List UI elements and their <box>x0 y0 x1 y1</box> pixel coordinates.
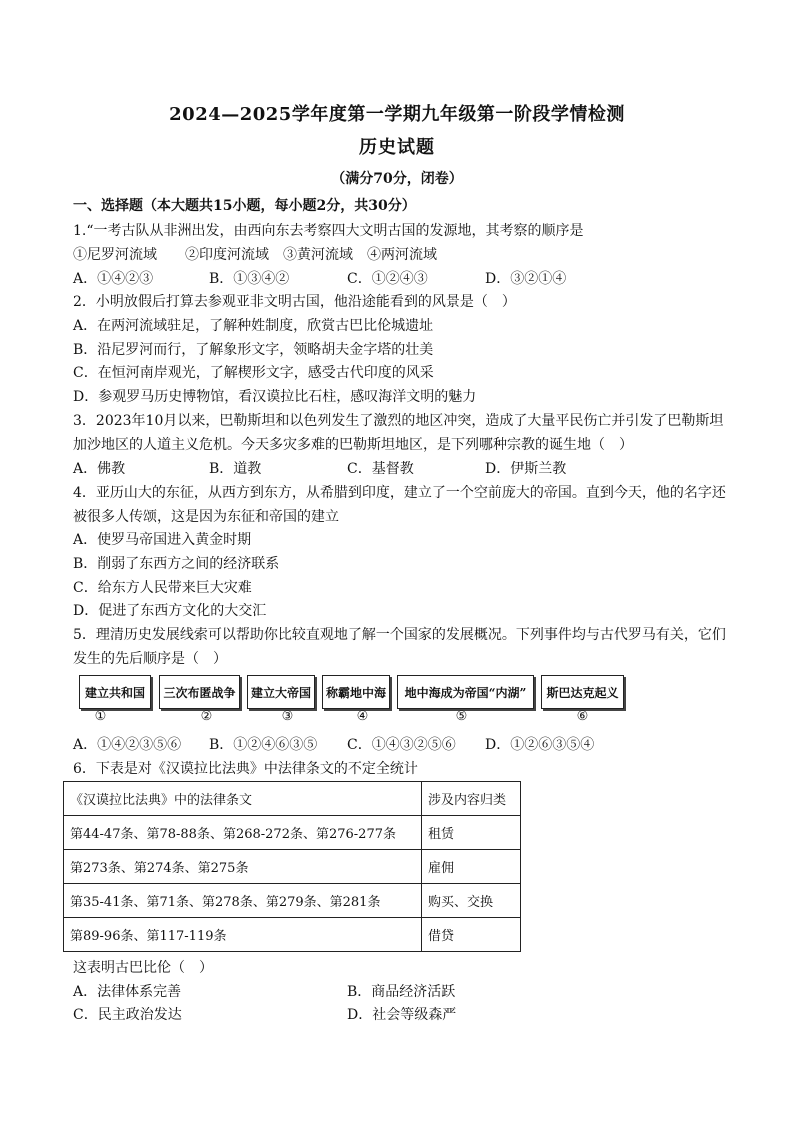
question-1-items: ①尼罗河流域 ②印度河流域 ③黄河流域 ④两河流域 <box>73 247 437 263</box>
question-5-stem-line1: 5．理清历史发展线索可以帮助你比较直观地了解一个国家的发展概况。下列事件均与古代罗马有关，它们 <box>73 627 726 643</box>
question-6-stem: 6．下表是对《汉谟拉比法典》中法律条文的不定全统计 <box>73 761 418 777</box>
table-cell-articles: 第89-96条、第117-119条 <box>64 918 422 952</box>
question-4-stem-line2: 被很多人传颂，这是因为东征和帝国的建立 <box>73 509 339 525</box>
question-2-option-c: C．在恒河南岸观光，了解楔形文字，感受古代印度的风采 <box>73 365 434 381</box>
question-6-option-b: B．商品经济活跃 <box>347 984 456 1000</box>
question-1-option-b: B．①③④② <box>209 271 290 287</box>
question-5-option-c: C．①④③②⑤⑥ <box>347 737 456 753</box>
table-cell-category: 购买、交换 <box>422 884 521 918</box>
table-row <box>64 816 521 850</box>
event-box-6: 斯巴达克起义 <box>541 675 624 709</box>
event-box-2: 三次布匿战争 <box>159 675 240 709</box>
table-cell-category: 租赁 <box>422 816 521 850</box>
exam-subject: 历史试题 <box>359 137 435 158</box>
question-3-stem-line2: 加沙地区的人道主义危机。今天多灾多难的巴勒斯坦地区，是下列哪种宗教的诞生地（ ） <box>73 437 633 453</box>
table-row <box>64 918 521 952</box>
question-2-option-b: B．沿尼罗河而行，了解象形文字，领略胡夫金字塔的壮美 <box>73 342 434 358</box>
question-6-option-c: C．民主政治发达 <box>73 1007 182 1023</box>
exam-note: （满分70分，闭卷） <box>331 171 463 187</box>
exam-title: 2024—2025学年度第一学期九年级第一阶段学情检测 <box>169 104 625 125</box>
table-header-category: 涉及内容归类 <box>422 782 521 816</box>
event-box-1: 建立共和国 <box>79 675 151 709</box>
table-cell-articles: 第44-47条、第78-88条、第268-272条、第276-277条 <box>64 816 422 850</box>
table-cell-articles: 第273条、第274条、第275条 <box>64 850 422 884</box>
question-3-option-a: A．佛教 <box>73 461 126 477</box>
question-4-option-c: C．给东方人民带来巨大灾难 <box>73 580 252 596</box>
section-heading: 一、选择题（本大题共15小题，每小题2分，共30分） <box>73 198 416 214</box>
question-3-stem-line1: 3．2023年10月以来，巴勒斯坦和以色列发生了激烈的地区冲突，造成了大量平民伤亡并引发了巴勒斯坦 <box>73 413 724 429</box>
question-1-stem: 1.“一考古队从非洲出发，由西向东去考察四大文明古国的发源地，其考察的顺序是 <box>73 223 584 239</box>
question-1-option-d: D．③②①④ <box>485 271 567 287</box>
question-4-option-d: D．促进了东西方文化的大交汇 <box>73 603 267 619</box>
law-table <box>63 781 521 952</box>
question-1-option-a: A．①④②③ <box>73 271 154 287</box>
event-number-1: ① <box>94 709 107 724</box>
question-5-option-d: D．①②⑥③⑤④ <box>485 737 595 753</box>
question-5-option-b: B．①②④⑥③⑤ <box>209 737 318 753</box>
question-2-stem: 2．小明放假后打算去参观亚非文明古国，他沿途能看到的风景是（ ） <box>73 294 516 310</box>
event-number-5: ⑤ <box>455 709 468 724</box>
event-box-4: 称霸地中海 <box>322 675 390 709</box>
question-6-conclusion: 这表明古巴比伦（ ） <box>73 960 213 976</box>
event-box-3: 建立大帝国 <box>247 675 315 709</box>
event-number-6: ⑥ <box>576 709 589 724</box>
question-3-option-c: C．基督教 <box>347 461 414 477</box>
table-header-articles: 《汉谟拉比法典》中的法律条文 <box>64 782 422 816</box>
question-6-option-a: A．法律体系完善 <box>73 984 182 1000</box>
question-2-option-d: D．参观罗马历史博物馆，看汉谟拉比石柱，感叹海洋文明的魅力 <box>73 389 477 405</box>
table-cell-articles: 第35-41条、第71条、第278条、第279条、第281条 <box>64 884 422 918</box>
table-cell-category: 雇佣 <box>422 850 521 884</box>
question-3-option-b: B．道教 <box>209 461 262 477</box>
question-4-stem-line1: 4．亚历山大的东征，从西方到东方，从希腊到印度，建立了一个空前庞大的帝国。直到今天，他的名字还 <box>73 485 726 501</box>
table-row <box>64 884 521 918</box>
table-cell-category: 借贷 <box>422 918 521 952</box>
event-box-5: 地中海成为帝国“内湖” <box>397 675 534 709</box>
question-4-option-a: A．使罗马帝国进入黄金时期 <box>73 532 252 548</box>
table-row <box>64 850 521 884</box>
question-5-option-a: A．①④②③⑤⑥ <box>73 737 182 753</box>
question-2-option-a: A．在两河流域驻足，了解种姓制度，欣赏古巴比伦城遗址 <box>73 318 434 334</box>
event-number-4: ④ <box>356 709 369 724</box>
event-number-3: ③ <box>281 709 294 724</box>
event-number-2: ② <box>200 709 213 724</box>
table-header-row <box>64 782 521 816</box>
question-5-stem-line2: 发生的先后顺序是（ ） <box>73 651 227 667</box>
question-1-option-c: C．①②④③ <box>347 271 428 287</box>
question-3-option-d: D．伊斯兰教 <box>485 461 567 477</box>
question-4-option-b: B．削弱了东西方之间的经济联系 <box>73 556 280 572</box>
question-6-option-d: D．社会等级森严 <box>347 1007 457 1023</box>
